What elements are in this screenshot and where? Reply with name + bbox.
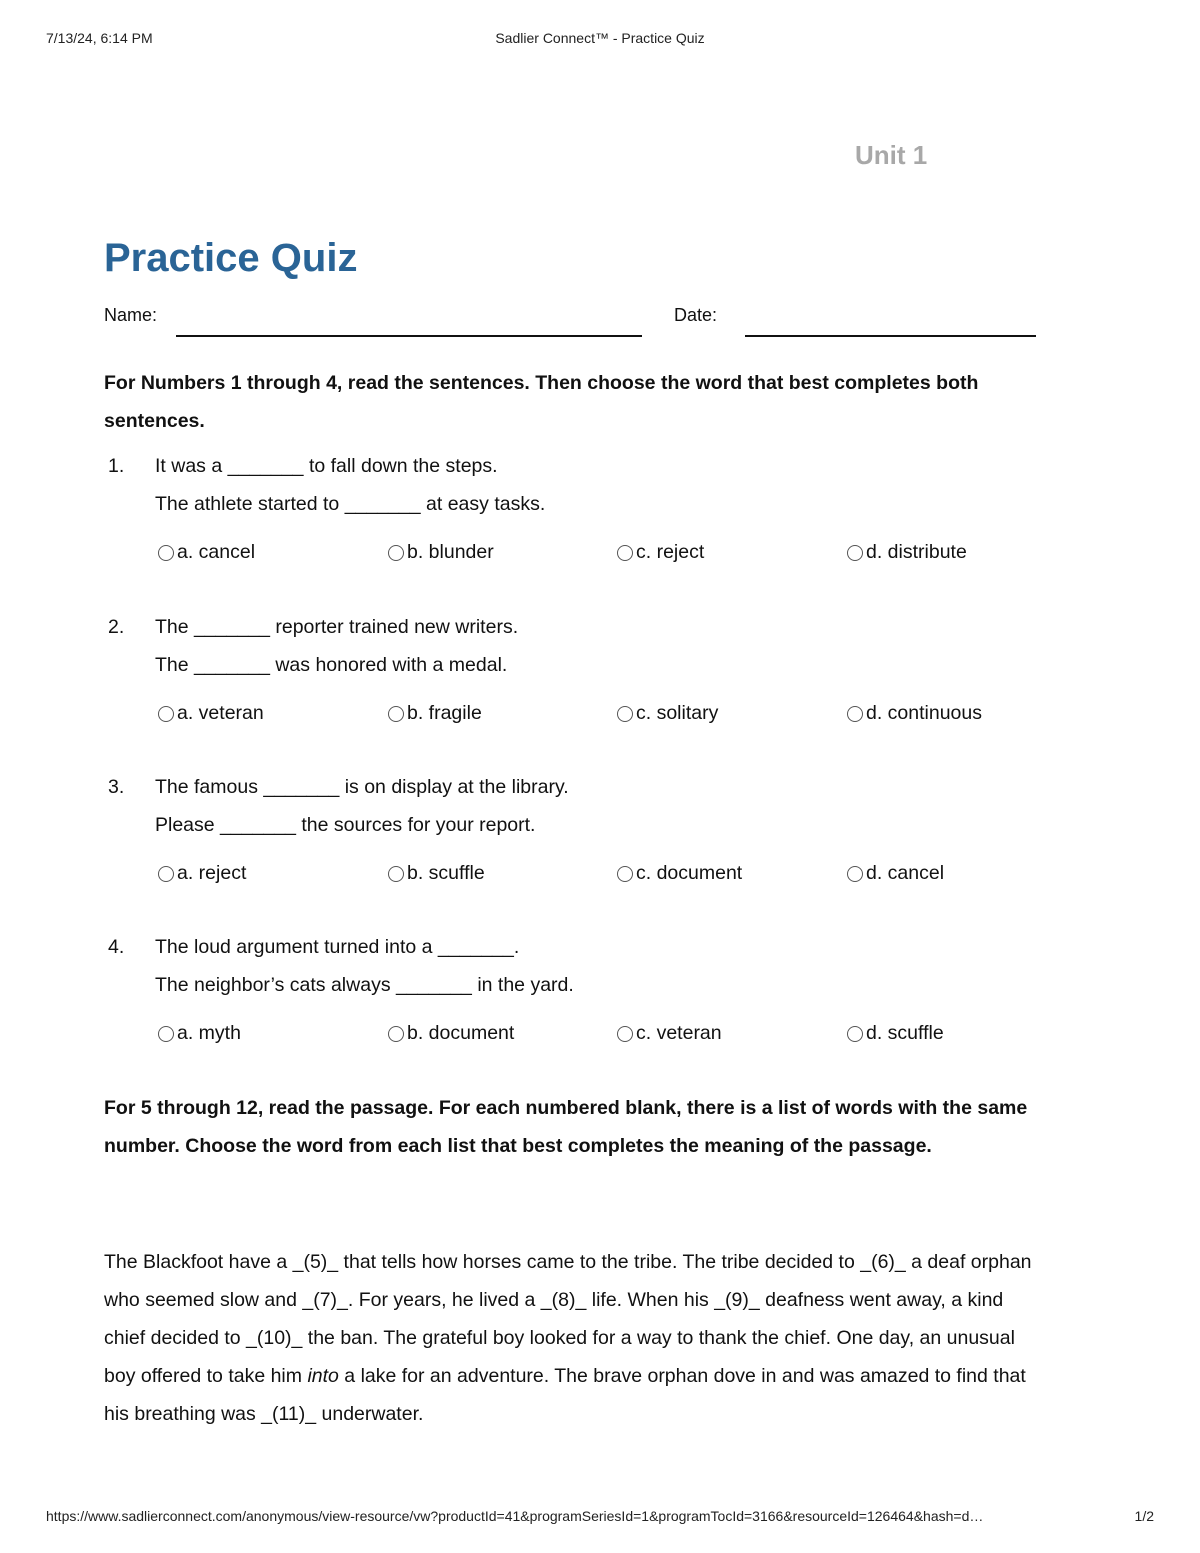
answer-options [158, 702, 1038, 728]
answer-option-b[interactable]: b. scuffle [388, 862, 485, 885]
radio-circle-icon[interactable] [388, 706, 404, 722]
name-label: Name: [104, 305, 158, 325]
section1-instructions: For Numbers 1 through 4, read the sentences. Then choose the word that best completes both sentences. [104, 372, 979, 432]
radio-circle-icon[interactable] [158, 706, 174, 722]
question-number: 3. [108, 776, 125, 798]
radio-circle-icon[interactable] [158, 1026, 174, 1042]
radio-circle-icon[interactable] [847, 866, 863, 882]
question-number: 4. [108, 936, 125, 958]
radio-circle-icon[interactable] [847, 545, 863, 561]
name-field[interactable] [176, 335, 642, 337]
passage-text: a lake for an adventure. The brave orphan dove in and was amazed to find that his breathing was _(11)_ underwater. [104, 1365, 1026, 1425]
answer-option-a[interactable]: a. reject [158, 862, 246, 885]
answer-option-d[interactable]: d. distribute [847, 541, 967, 564]
print-url: https://www.sadlierconnect.com/anonymous/view-resource/vw?productId=41&programSeriesId=1&programTocId=3166&resourceId=126464&hash=d… [46, 1508, 984, 1524]
answer-option-a[interactable]: a. veteran [158, 702, 264, 725]
question-sentence-2: Please _______ the sources for your report. [155, 814, 536, 836]
answer-option-c[interactable]: c. reject [617, 541, 704, 564]
answer-option-a[interactable]: a. myth [158, 1022, 241, 1045]
radio-circle-icon[interactable] [388, 1026, 404, 1042]
print-datetime: 7/13/24, 6:14 PM [46, 30, 153, 46]
page-number: 1/2 [1134, 1508, 1154, 1524]
reading-passage [104, 1243, 1034, 1433]
question-sentence-1: The _______ reporter trained new writers. [155, 616, 519, 638]
answer-option-d[interactable]: d. cancel [847, 862, 944, 885]
answer-option-b[interactable]: b. document [388, 1022, 514, 1045]
question-sentence-1: It was a _______ to fall down the steps. [155, 455, 498, 477]
name-date-row [104, 305, 1036, 341]
radio-circle-icon[interactable] [388, 545, 404, 561]
answer-options [158, 862, 1038, 888]
passage-text: The Blackfoot have a _(5)_ that tells how horses came to the tribe. The tribe decided to _(6)_ a deaf orphan who seemed slow and _(7)_. For years, he lived a _(8)_ life. When his _(9)_ deafness went away, a kind chief decided to _(10)_ the ban. The grateful boy looked for a way to thank the chief. One day, an unusual boy offered to take him [104, 1251, 1032, 1387]
answer-option-d[interactable]: d. continuous [847, 702, 982, 725]
answer-option-b[interactable]: b. blunder [388, 541, 494, 564]
answer-option-c[interactable]: c. solitary [617, 702, 718, 725]
answer-option-b[interactable]: b. fragile [388, 702, 482, 725]
question-sentence-2: The neighbor’s cats always _______ in the yard. [155, 974, 574, 996]
question-sentence-1: The famous _______ is on display at the library. [155, 776, 569, 798]
radio-circle-icon[interactable] [158, 545, 174, 561]
radio-circle-icon[interactable] [847, 706, 863, 722]
date-label: Date: [674, 305, 718, 325]
question-sentence-2: The athlete started to _______ at easy tasks. [155, 493, 546, 515]
radio-circle-icon[interactable] [617, 706, 633, 722]
answer-options [158, 1022, 1038, 1048]
answer-option-c[interactable]: c. veteran [617, 1022, 722, 1045]
radio-circle-icon[interactable] [617, 1026, 633, 1042]
radio-circle-icon[interactable] [388, 866, 404, 882]
radio-circle-icon[interactable] [158, 866, 174, 882]
radio-circle-icon[interactable] [847, 1026, 863, 1042]
answer-options [158, 541, 1038, 567]
page-title: Practice Quiz [104, 236, 358, 280]
answer-option-d[interactable]: d. scuffle [847, 1022, 944, 1045]
print-header [46, 30, 1154, 50]
question-sentence-1: The loud argument turned into a _______. [155, 936, 520, 958]
radio-circle-icon[interactable] [617, 545, 633, 561]
date-field[interactable] [745, 335, 1036, 337]
question-number: 1. [108, 455, 125, 477]
unit-label: Unit 1 [855, 140, 928, 170]
question-sentence-2: The _______ was honored with a medal. [155, 654, 508, 676]
answer-option-c[interactable]: c. document [617, 862, 742, 885]
section2-instructions: For 5 through 12, read the passage. For each numbered blank, there is a list of words with the same number. Choose the word from each list that best completes the meaning of the passage. [104, 1097, 1028, 1157]
question-number: 2. [108, 616, 125, 638]
print-page-title: Sadlier Connect™ - Practice Quiz [495, 30, 705, 46]
radio-circle-icon[interactable] [617, 866, 633, 882]
passage-emphasis: into [307, 1365, 339, 1387]
answer-option-a[interactable]: a. cancel [158, 541, 255, 564]
